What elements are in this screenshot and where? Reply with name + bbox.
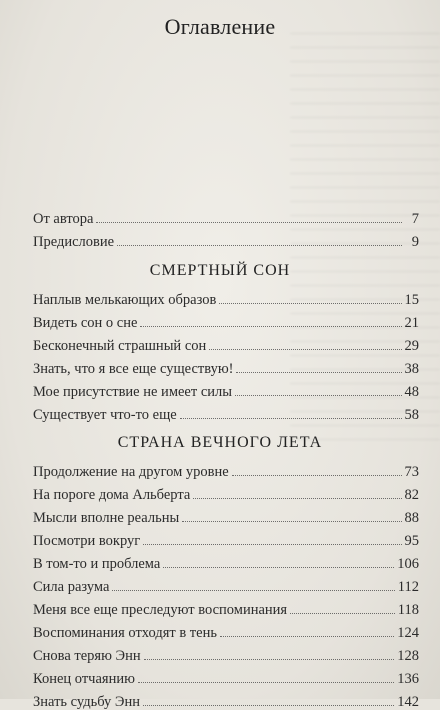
- toc-entry-title: Существует что-то еще: [33, 406, 177, 423]
- toc-entry: [33, 479, 419, 502]
- toc-entry: [33, 571, 419, 594]
- toc-entry: [33, 617, 419, 640]
- dot-leader: [144, 658, 395, 660]
- dot-leader: [143, 543, 401, 545]
- toc-entry-title: Конец отчаянию: [33, 670, 135, 687]
- toc-entry-page: 82: [404, 486, 419, 503]
- toc-entry: [33, 203, 419, 226]
- dot-leader: [182, 520, 401, 522]
- toc-entry-title: Воспоминания отходят в тень: [33, 624, 217, 641]
- toc-entry-title: Продолжение на другом уровне: [33, 463, 229, 480]
- toc-entry: [33, 307, 419, 330]
- dot-leader: [96, 221, 402, 223]
- section-list: [33, 284, 419, 422]
- toc-entry-page: 48: [404, 383, 419, 400]
- toc-entry-page: 7: [411, 210, 419, 227]
- front-matter-list: [33, 203, 419, 249]
- toc-entry: [33, 594, 419, 617]
- toc-entry-page: 29: [404, 337, 419, 354]
- toc-entry-page: 21: [404, 314, 419, 331]
- section-list: [33, 456, 419, 709]
- toc-entry-page: 38: [404, 360, 419, 377]
- dot-leader: [140, 325, 401, 327]
- toc-entry-page: 118: [397, 601, 419, 618]
- dot-leader: [290, 612, 395, 614]
- toc-entry: [33, 376, 419, 399]
- dot-leader: [232, 474, 402, 476]
- dot-leader: [143, 704, 394, 706]
- toc-entry-title: Предисловие: [33, 233, 115, 250]
- dot-leader: [193, 497, 401, 499]
- toc-entry-title: Меня все еще преследуют воспоминания: [33, 601, 288, 618]
- toc-entry-title: Сила разума: [33, 578, 110, 595]
- dot-leader: [235, 394, 402, 396]
- dot-leader: [112, 589, 394, 591]
- toc-entry-page: 15: [404, 291, 419, 308]
- toc-entry-page: 124: [397, 624, 419, 641]
- toc-entry: [33, 686, 419, 709]
- toc-entry: [33, 502, 419, 525]
- toc-entry-title: На пороге дома Альберта: [33, 486, 191, 503]
- toc-entry-title: Бесконечный страшный сон: [33, 337, 207, 354]
- toc-entry-page: 58: [404, 406, 419, 423]
- toc-entry-page: 88: [404, 509, 419, 526]
- toc-entry-title: Мое присутствие не имеет силы: [33, 383, 232, 400]
- toc-entry-page: 112: [397, 578, 419, 595]
- toc-entry-page: 136: [397, 670, 419, 687]
- toc-entry-title: Знать судьбу Энн: [33, 693, 141, 710]
- page-title: Оглавление: [164, 14, 276, 39]
- dot-leader: [209, 348, 401, 350]
- toc-entry-title: Мысли вполне реальны: [33, 509, 180, 526]
- toc-entry: [33, 226, 419, 249]
- toc-entry: [33, 330, 419, 353]
- toc-entry-title: Посмотри вокруг: [33, 532, 141, 549]
- dot-leader: [117, 244, 402, 246]
- dot-leader: [236, 371, 401, 373]
- toc-entry: [33, 353, 419, 376]
- toc-entry-page: 128: [397, 647, 419, 664]
- toc-entry-title: В том-то и проблема: [33, 555, 161, 572]
- toc-entry-title: От автора: [33, 210, 94, 227]
- dot-leader: [180, 417, 402, 419]
- dot-leader: [219, 302, 401, 304]
- toc-entry-title: Видеть сон о сне: [33, 314, 138, 331]
- dot-leader: [138, 681, 394, 683]
- dot-leader: [220, 635, 394, 637]
- toc-entry-title: Наплыв мелькающих образов: [33, 291, 217, 308]
- toc-entry: [33, 525, 419, 548]
- toc-entry-title: Снова теряю Энн: [33, 647, 141, 664]
- section-heading: СМЕРТНЫЙ СОН: [149, 262, 291, 279]
- toc-entry: [33, 640, 419, 663]
- toc-entry: [33, 548, 419, 571]
- toc-entry-page: 142: [397, 693, 419, 710]
- toc-entry-page: 106: [397, 555, 419, 572]
- toc-entry-page: 95: [404, 532, 419, 549]
- dot-leader: [163, 566, 394, 568]
- toc-entry-page: 73: [404, 463, 419, 480]
- section-heading: СТРАНА ВЕЧНОГО ЛЕТА: [117, 434, 323, 451]
- toc-entry-page: 9: [411, 233, 419, 250]
- toc-entry-title: Знать, что я все еще существую!: [33, 360, 234, 377]
- toc-entry: [33, 456, 419, 479]
- toc-entry: [33, 284, 419, 307]
- toc-entry: [33, 663, 419, 686]
- toc-entry: [33, 399, 419, 422]
